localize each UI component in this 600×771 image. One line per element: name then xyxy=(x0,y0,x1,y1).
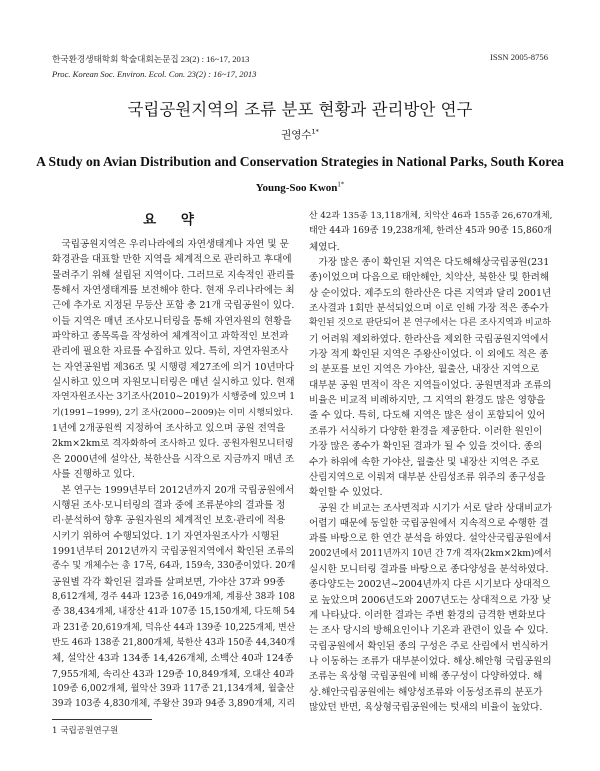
text-line: 1991년부터 2012년까지 국립공원지역에서 확인된 조류의 xyxy=(52,545,295,557)
text-line: 국립공원지역은 우리나라에의 자연생태계나 자연 및 문 xyxy=(52,239,289,250)
text-line: 줄 수 있다. 특히, 다도해 지역은 많은 섬이 포함되어 있어 xyxy=(309,410,546,422)
abstract-heading: 요 약 xyxy=(143,212,204,228)
text-line: 조류가 서식하기 다양한 환경을 제공한다. 이러한 원인이 xyxy=(309,425,543,437)
text-line: 체였다. xyxy=(309,241,340,253)
text-line: 관리에 필요한 자료를 수집하고 있다. 특히, 자연자원조사 xyxy=(52,346,289,358)
text-line: 시행된 조사·모니터링의 결과 중에 조류분야의 결과를 정 xyxy=(52,499,286,511)
text-line: 많았던 반면, 육상형국립공원에는 텃새의 비율이 높았다. xyxy=(309,702,543,713)
text-line: 사를 진행하고 있다. xyxy=(52,469,135,481)
abstract-left-column xyxy=(52,237,295,713)
text-line: 7,955개체, 속리산 43과 129종 10,849개체, 오대산 40과 xyxy=(52,668,295,680)
text-line: 산림지역으로 이뤄져 대부분 산림성조류 위주의 종구성을 xyxy=(309,471,546,483)
text-line: 종다양도는 2002년~2004년까지 다른 시기보다 상대적으 xyxy=(309,579,551,591)
text-line: 39과 103종 4,830개체, 주왕산 39과 94종 3,890개체, 지리 xyxy=(52,699,295,710)
footnote-affiliation: 1 국립공원연구원 xyxy=(52,726,119,736)
text-line: 실시한 모니터링 결과를 바탕으로 종다양성을 분석하였다. xyxy=(309,563,549,575)
text-line: 파악하고 종목록을 작성하여 체계적이고 과학적인 보전과 xyxy=(52,331,289,343)
text-line: 실시하고 있으며 자원모니터링은 매년 실시하고 있다. 현재 xyxy=(52,377,295,389)
title-korean: 국립공원지역의 조류 분포 현황과 관리방안 연구 xyxy=(127,100,473,119)
text-line: 공원 간 비교는 조사면적과 시기가 서로 달라 상대비교가 xyxy=(309,502,552,514)
text-line: 반도 46과 138종 21,800개체, 북한산 43과 150종 44,340개 xyxy=(52,637,295,648)
text-line: 8,612개체, 경주 44과 123종 16,049개체, 계룡산 38과 108 xyxy=(52,591,295,602)
text-line: 2km×2km로 격자화하여 조사하고 있다. 공원자원모니터링 xyxy=(52,438,294,450)
text-line: 국립공원에서 확인된 종의 구성은 주로 산림에서 번식하거 xyxy=(309,640,549,652)
text-line: 화경관을 대표할 만한 지역을 체계적으로 관리하고 후대에 xyxy=(52,254,292,266)
journal-citation-english: Proc. Korean Soc. Environ. Ecol. Con. 23(2) : 16~17, 2013 xyxy=(52,69,257,79)
text-line: 이들 지역은 매년 조사모니터링을 통해 자연자원의 현황을 xyxy=(52,315,292,327)
text-line: 본 연구는 1999년부터 2012년까지 20개 국립공원에서 xyxy=(52,484,295,496)
footnote-divider xyxy=(52,719,152,720)
text-line: 상 순이었다. 제주도의 한라산은 다른 지역과 달리 2001년 xyxy=(309,287,552,299)
text-line: 시키기 위하여 수행되었다. 1기 자연자원조사가 시행된 xyxy=(52,530,280,542)
text-line: 은 2000년에 설악산, 북한산을 시작으로 지금까지 매년 조 xyxy=(52,453,295,465)
text-line: 2002년에서 2011년까지 10년 간 7개 격자(2km×2km)에서 xyxy=(309,548,552,559)
text-line: 리·분석하여 향후 공원자원의 체계적인 보호·관리에 적용 xyxy=(52,515,286,527)
author-korean-name: 권영수 xyxy=(281,129,312,141)
text-line: 통해서 자연생태계를 보전해야 한다. 현재 우리나라에는 최 xyxy=(52,285,295,297)
text-line: 기(1991~1999), 2기 조사(2000~2009)는 이미 시행되었다. xyxy=(52,407,294,418)
text-line: 태안 44과 169종 19,238개체, 한려산 45과 90종 15,860개 xyxy=(309,226,552,237)
text-line: 는 자연공원법 제36조 및 시행령 제27조에 의거 10년마다 xyxy=(52,361,295,373)
text-line: 어렵기 때문에 동일한 국립공원에서 지속적으로 수행한 결 xyxy=(309,517,549,529)
text-line: 종수 및 개체수는 총 17목, 64과, 159속, 330종이었다. 20개 xyxy=(52,561,295,572)
text-line: 산 42과 135종 13,118개체, 치악산 46과 155종 26,670개체, xyxy=(309,211,552,221)
author-english xyxy=(0,182,600,194)
issn: ISSN 2005-8756 xyxy=(489,52,548,62)
text-line: 종 38,434개체, 내장산 41과 107종 15,150개체, 다도해 54 xyxy=(52,607,295,618)
journal-citation-korean: 한국환경생태학회 학술대회논문집 23(2) : 16~17, 2013 xyxy=(52,54,250,64)
text-line: 근에 추가로 지정된 무등산 포함 총 21개 국립공원이 있다. xyxy=(52,300,295,312)
text-line: 대부분 공원 면적이 작은 지역들이었다. 공원면적과 조류의 xyxy=(309,379,552,391)
journal-citation xyxy=(52,52,256,82)
text-line: 조사결과 1회만 분석되었으며 이로 인해 가장 적은 종수가 xyxy=(309,303,549,315)
text-line: 가장 적게 확인된 지역은 주왕산이었다. 이 외에도 적은 종 xyxy=(309,349,549,361)
text-line: 가장 많은 종수가 확인된 결과가 될 수 있을 것이다. 종의 xyxy=(309,441,543,453)
text-line: 의 분포를 보인 지역은 가야산, 월출산, 내장산 지역으로 xyxy=(309,364,540,376)
text-line: 물려주기 위해 설립된 지역이다. 그러므로 지속적인 관리를 xyxy=(52,269,295,281)
text-line: 비율은 비교적 비례하지만, 그 지역의 환경도 많은 영향을 xyxy=(309,395,546,407)
text-line: 조류는 육상형 국립공원에 비해 종구성이 다양하였다. 해 xyxy=(309,671,543,683)
text-line: 상.해안국립공원에는 해양성조류와 이동성조류의 분포가 xyxy=(309,686,543,698)
text-line: 가장 많은 종이 확인된 지역은 다도해해상국립공원(231 xyxy=(309,257,550,269)
text-line: 공원별 각각 확인된 결과를 살펴보면, 가야산 37과 99종 xyxy=(52,576,286,588)
abstract-right-column xyxy=(309,209,552,715)
text-line: 과를 바탕으로 한 연간 분석을 하였다. 설악산국립공원에서 xyxy=(309,533,552,545)
text-line: 과 231종 20,619개체, 덕유산 44과 139종 10,225개체, 변산 xyxy=(52,622,295,633)
text-line: 는 조사 당시의 방해요인이나 기온과 관련이 있을 수 있다. xyxy=(309,625,549,637)
text-line: 게 나타났다. 이러한 결과는 주변 환경의 급격한 변화보다 xyxy=(309,609,546,621)
text-line: 확인된 것으로 판단되어 본 연구에서는 다른 조사지역과 비교하 xyxy=(309,318,551,329)
author-korean xyxy=(0,127,600,142)
text-line: 나 이동하는 조류가 대부분이었다. 해상.해안형 국립공원의 xyxy=(309,655,552,667)
text-line: 자연자원조사는 3기조사(2010~2019)가 시행중에 있으며 1 xyxy=(52,392,295,403)
text-line: 확인할 수 있었다. xyxy=(309,487,383,499)
text-line: 기 어려워 제외하였다. 한라산을 제외한 국립공원지역에서 xyxy=(309,333,549,345)
text-line: 종)이었으며 다음으로 태안해안, 치악산, 북한산 및 한려해 xyxy=(309,272,550,284)
text-line: 1년에 2개공원씩 지정하여 조사하고 있으며 공원 전역을 xyxy=(52,423,286,435)
text-line: 로 높았으며 2006년도와 2007년도는 상대적으로 가장 낮 xyxy=(309,594,552,606)
author-english-affiliation-mark: 1* xyxy=(337,181,345,189)
text-line: 109종 6,002개체, 월악산 39과 117종 21,134개체, 월출산 xyxy=(52,683,295,694)
text-line: 체, 설악산 43과 134종 14,426개체, 소백산 40과 124종 xyxy=(52,653,294,665)
author-korean-affiliation-mark: 1* xyxy=(311,127,319,136)
author-english-name: Young-Soo Kwon xyxy=(255,182,338,194)
title-english: A Study on Avian Distribution and Conservation Strategies in National Parks, South Korea xyxy=(36,154,564,169)
text-line: 수가 하위에 속한 가야산, 월출산 및 내장산 지역은 주로 xyxy=(309,456,540,468)
